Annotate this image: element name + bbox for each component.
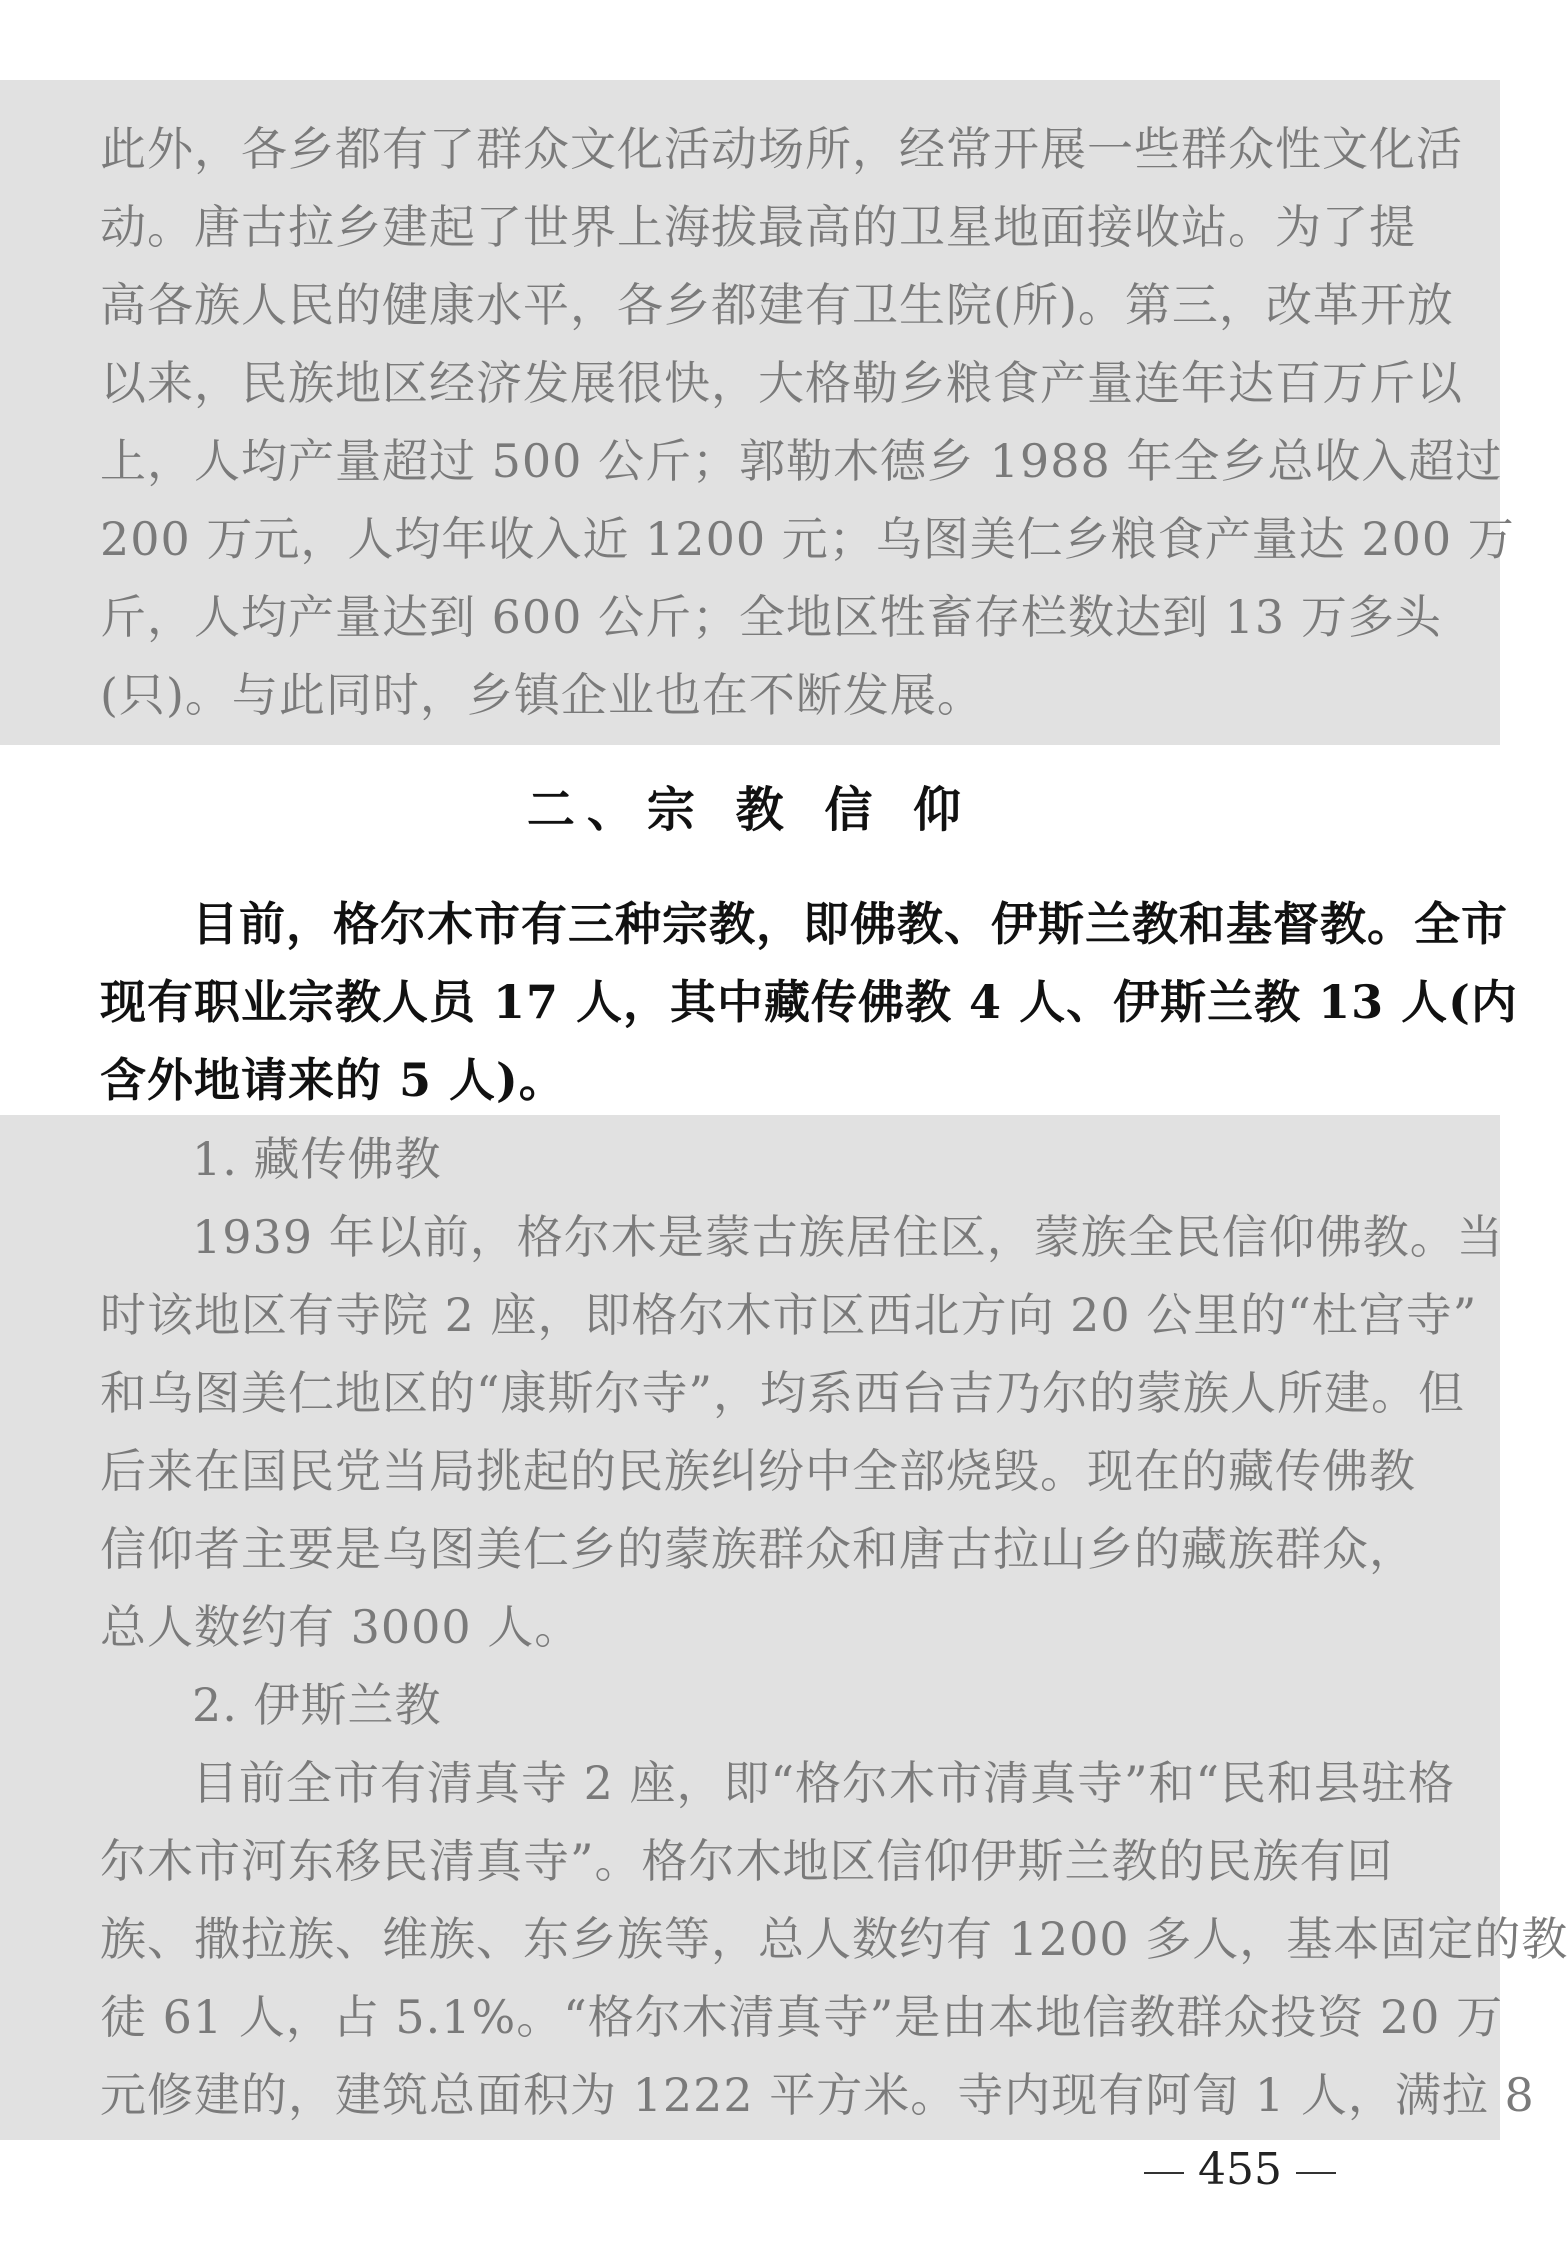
text-line: 信仰者主要是乌图美仁乡的蒙族群众和唐古拉山乡的藏族群众，: [100, 1522, 1416, 1576]
text-line: 现有职业宗教人员 17 人，其中藏传佛教 4 人、伊斯兰教 13 人(内: [100, 975, 1518, 1029]
paragraph-economy: [100, 110, 1515, 734]
text-line: 元修建的，建筑总面积为 1222 平方米。寺内现有阿訇 1 人，满拉 8: [100, 2068, 1535, 2122]
subsection-title: 1. 藏传佛教: [192, 1132, 442, 1186]
text-line: 含外地请来的 5 人)。: [100, 1053, 566, 1107]
text-line: 高各族人民的健康水平，各乡都建有卫生院(所)。第三，改革开放: [100, 278, 1454, 332]
page-footer: [1130, 2140, 1370, 2200]
text-line: 1939 年以前，格尔木是蒙古族居住区，蒙族全民信仰佛教。当: [192, 1210, 1504, 1264]
text-line: 目前，格尔木市有三种宗教，即佛教、伊斯兰教和基督教。全市: [192, 897, 1508, 951]
text-line: 总人数约有 3000 人。: [100, 1600, 582, 1654]
text-line: (只)。与此同时，乡镇企业也在不断发展。: [100, 668, 984, 722]
text-line: 动。唐古拉乡建起了世界上海拔最高的卫星地面接收站。为了提: [100, 200, 1416, 254]
text-line: 尔木市河东移民清真寺”。格尔木地区信仰伊斯兰教的民族有回: [100, 1834, 1394, 1888]
text-line: 200 万元，人均年收入近 1200 元；乌图美仁乡粮食产量达 200 万: [100, 512, 1515, 566]
section-heading: 二、宗 教 信 仰: [526, 782, 974, 838]
text-line: 后来在国民党当局挑起的民族纠纷中全部烧毁。现在的藏传佛教: [100, 1444, 1416, 1498]
text-line: 斤，人均产量达到 600 公斤；全地区牲畜存栏数达到 13 万多头: [100, 590, 1442, 644]
dash-left: [1144, 2172, 1184, 2174]
text-line: 以来，民族地区经济发展很快，大格勒乡粮食产量连年达百万斤以: [100, 356, 1463, 410]
page-number: 455: [1198, 2144, 1282, 2195]
text-line: 族、撒拉族、维族、东乡族等，总人数约有 1200 多人，基本固定的教: [100, 1912, 1568, 1966]
text-line: 时该地区有寺院 2 座，即格尔木市区西北方向 20 公里的“杜宫寺”: [100, 1288, 1478, 1342]
text-line: 上，人均产量超过 500 公斤；郭勒木德乡 1988 年全乡总收入超过: [100, 434, 1503, 488]
text-line: 此外，各乡都有了群众文化活动场所，经常开展一些群众性文化活: [100, 122, 1463, 176]
paragraph-religion-intro: [100, 885, 1518, 1119]
subsection-title: 2. 伊斯兰教: [192, 1678, 442, 1732]
text-line: 徒 61 人，占 5.1%。“格尔木清真寺”是由本地信教群众投资 20 万: [100, 1990, 1504, 2044]
text-line: 和乌图美仁地区的“康斯尔寺”，均系西台吉乃尔的蒙族人所建。但: [100, 1366, 1466, 1420]
dash-right: [1296, 2172, 1336, 2174]
section-buddhism: [100, 1120, 1568, 2134]
text-line: 目前全市有清真寺 2 座，即“格尔木市清真寺”和“民和县驻格: [192, 1756, 1456, 1810]
